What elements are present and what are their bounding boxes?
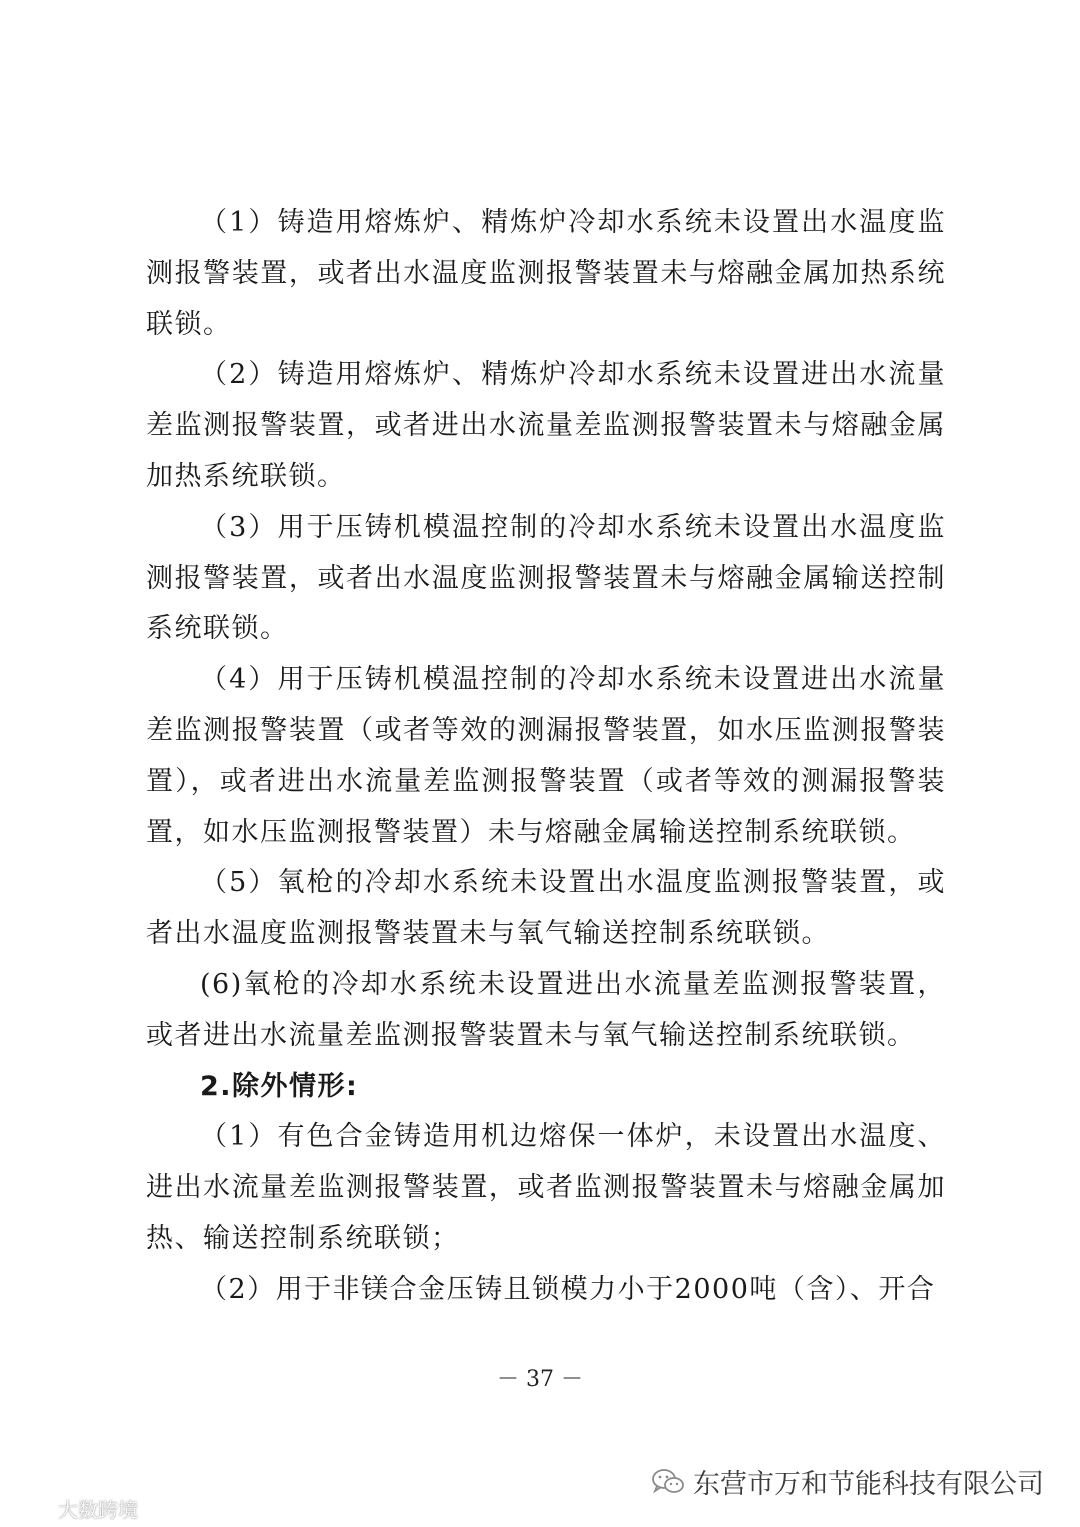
- source-watermark: [651, 1462, 1044, 1501]
- exception-2: （2）用于非镁合金压铸且锁模力小于2000吨（含）、开合: [200, 1273, 936, 1305]
- section-heading: 2.除外情形:: [200, 1070, 359, 1102]
- paragraph-1: （1）铸造用熔炼炉、精炼炉冷却水系统未设置出水温度监测报警装置，或者出水温度监测报警装置未与熔融金属加热系统联锁。: [146, 207, 946, 340]
- paragraph-4: （4）用于压铸机模温控制的冷却水系统未设置进出水流量差监测报警装置（或者等效的测漏报警装置，如水压监测报警装置），或者进出水流量差监测报警装置（或者等效的测漏报警装置，如水压监测报警装置）未与熔融金属输送控制系统联锁。: [146, 664, 946, 848]
- exception-1: （1）有色合金铸造用机边熔保一体炉，未设置出水温度、进出水流量差监测报警装置，或者监测报警装置未与熔融金属加热、输送控制系统联锁；: [146, 1121, 946, 1254]
- paragraph-5: （5）氧枪的冷却水系统未设置出水温度监测报警装置，或者出水温度监测报警装置未与氧气输送控制系统联锁。: [146, 867, 946, 950]
- logo-icon: [10, 1498, 54, 1520]
- watermark-platform: 大数跨境: [58, 1498, 138, 1522]
- wechat-icon: [651, 1467, 685, 1497]
- page-number: － 37 －: [497, 1367, 583, 1392]
- paragraph-6: (6)氧枪的冷却水系统未设置进出水流量差监测报警装置，或者进出水流量差监测报警装置未与氧气输送控制系统联锁。: [146, 968, 946, 1051]
- paragraph-3: （3）用于压铸机模温控制的冷却水系统未设置出水温度监测报警装置，或者出水温度监测报警装置未与熔融金属输送控制系统联锁。: [146, 511, 946, 645]
- watermark-company: 东营市万和节能科技有限公司: [693, 1469, 1044, 1500]
- document-body: [146, 198, 946, 1316]
- paragraph-2: （2）铸造用熔炼炉、精炼炉冷却水系统未设置进出水流量差监测报警装置，或者进出水流量差监测报警装置未与熔融金属加热系统联锁。: [146, 359, 946, 492]
- platform-watermark: [10, 1494, 138, 1523]
